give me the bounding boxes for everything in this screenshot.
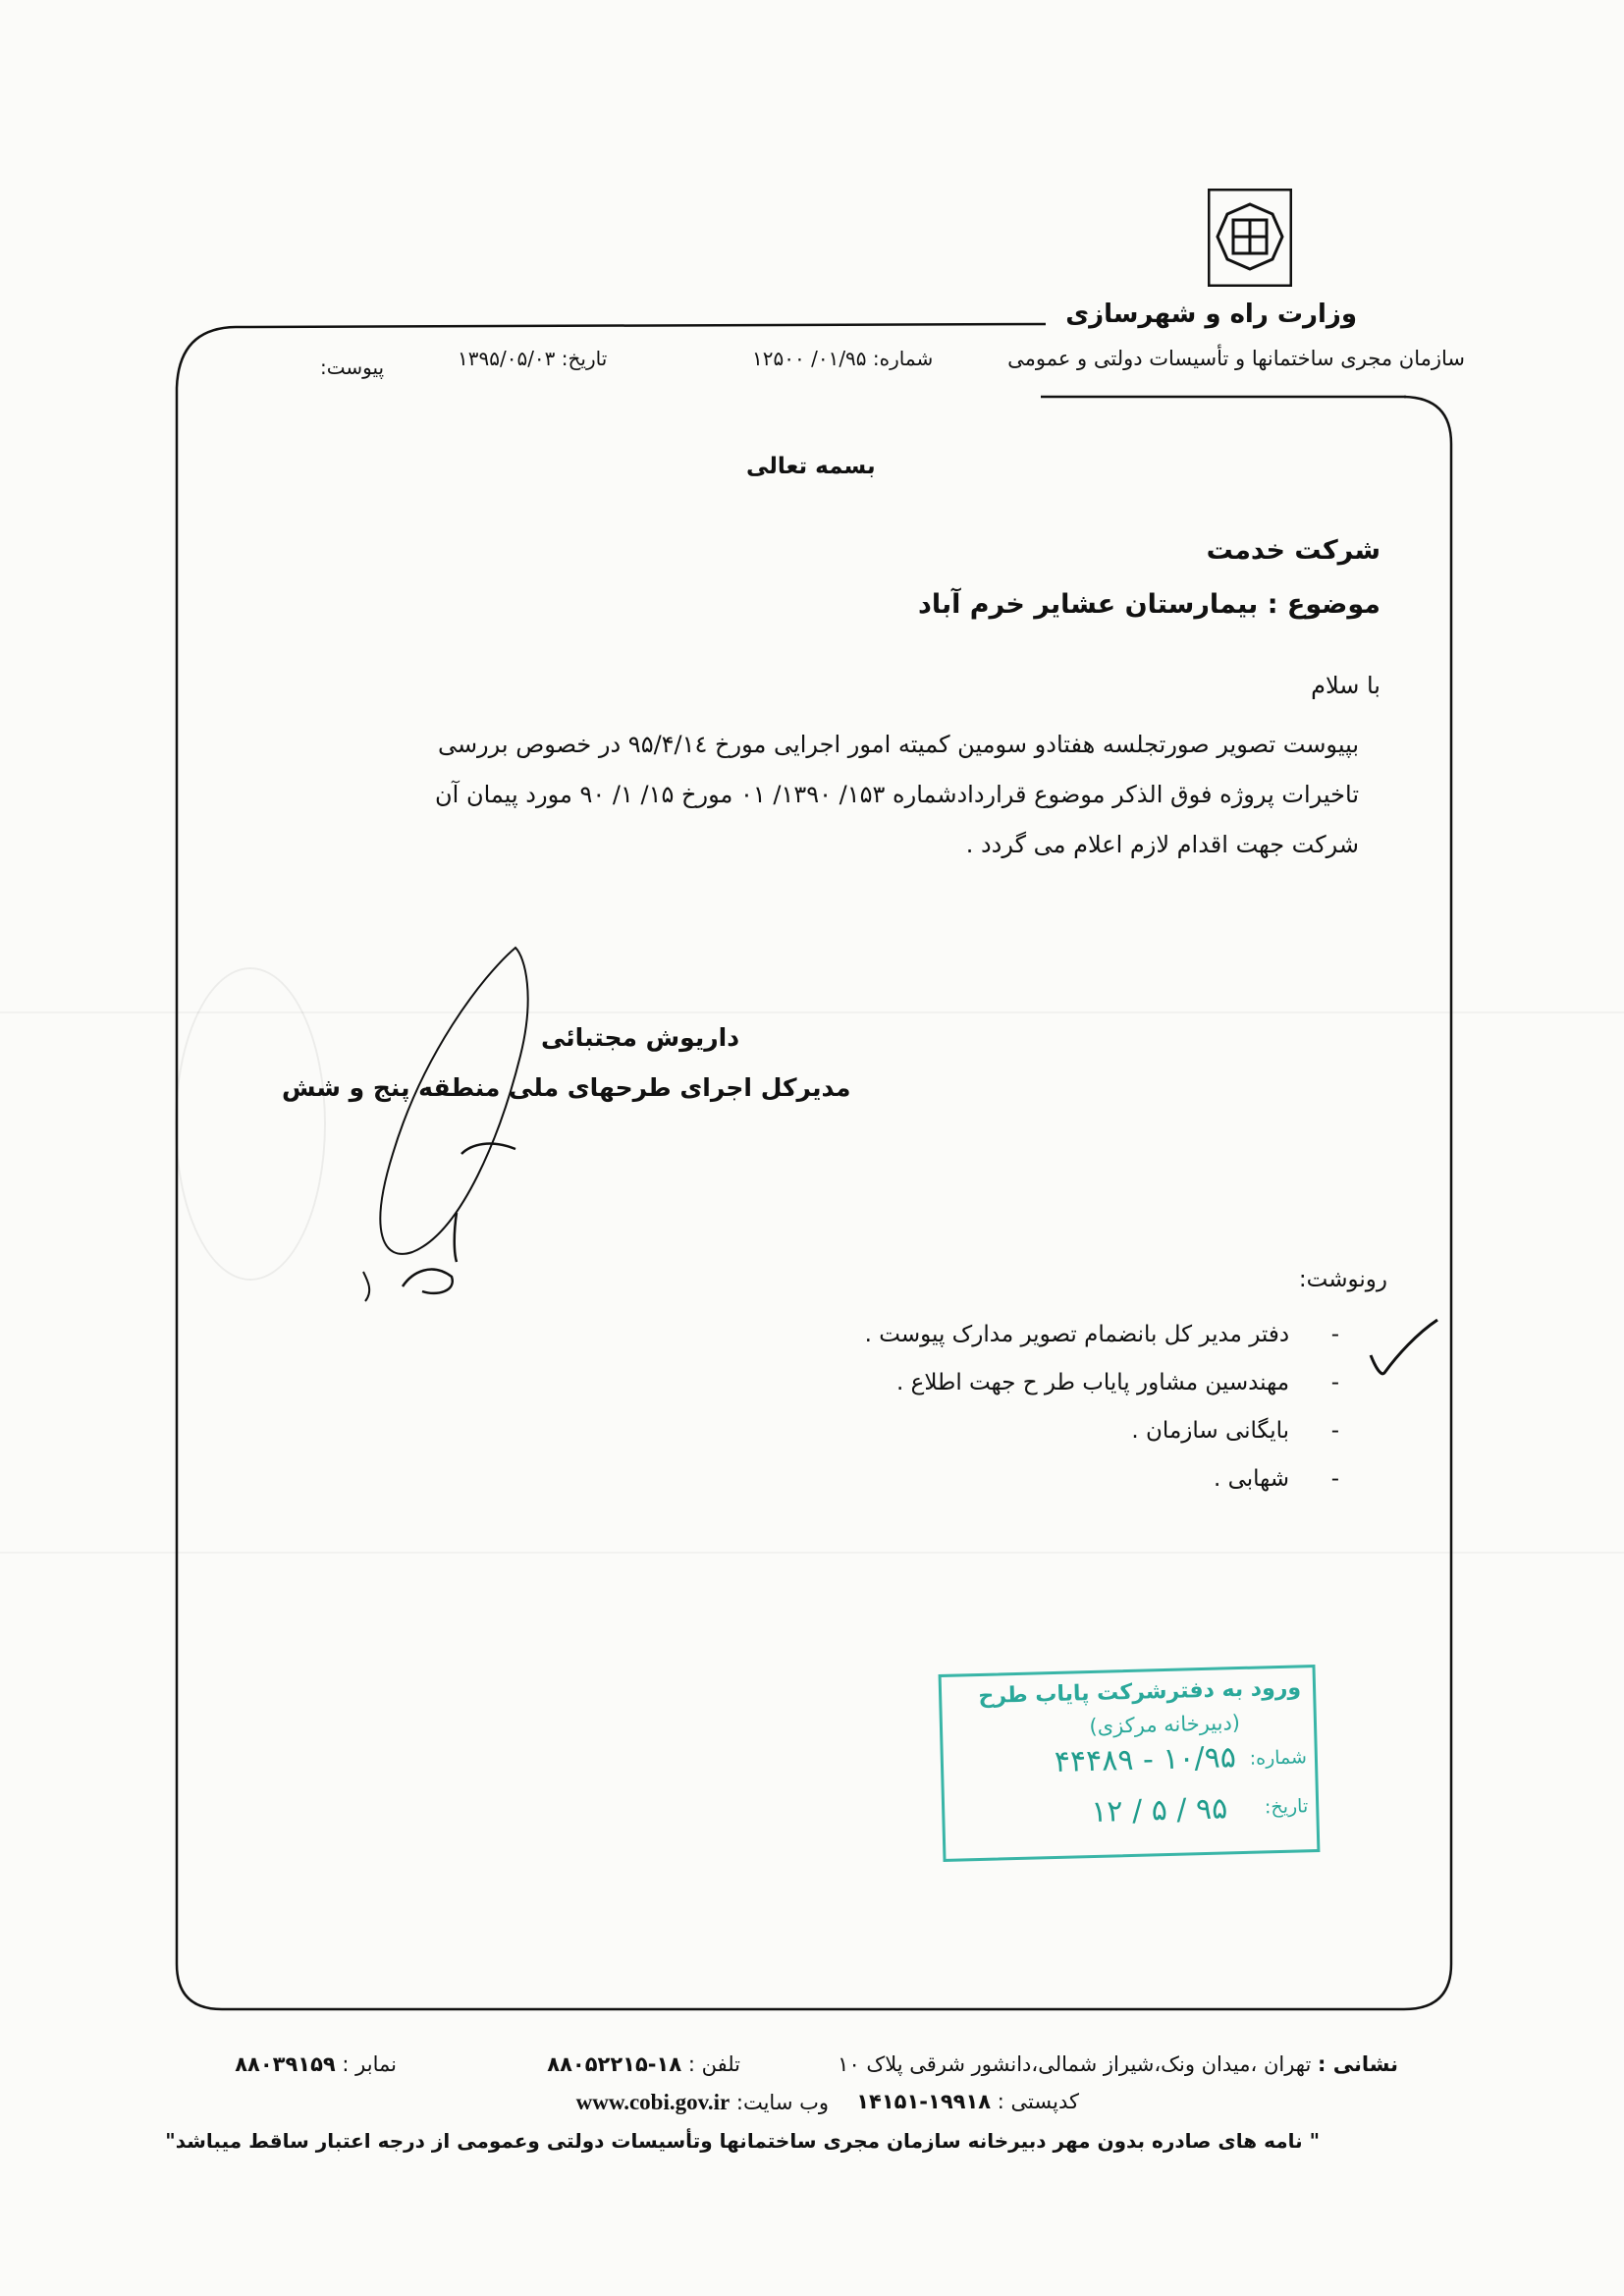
body-line: شرکت جهت اقدام لازم اعلام می گردد . — [965, 831, 1359, 858]
cc-label: رونوشت: — [1298, 1267, 1387, 1292]
ministry-name: وزارت راه و شهرسازی — [1065, 300, 1357, 329]
cc-bullet: - — [1330, 1370, 1339, 1395]
fax-label: نمابر : — [342, 2052, 397, 2076]
signer-name: داریوش مجتبائی — [541, 1023, 740, 1052]
body-line: بپیوست تصویر صورتجلسه هفتادو سومین کمیته امور اجرایی مورخ ۹۵/۴/۱٤ در خصوص بررسی — [437, 731, 1359, 758]
date-label: تاریخ: — [561, 347, 608, 370]
signer-title: مدیرکل اجرای طرحهای ملی منطقه پنج و شش — [282, 1073, 851, 1102]
footer-website — [576, 2090, 829, 2115]
cc-text: شهابی . — [1213, 1466, 1290, 1492]
stamp-date-label: تاریخ: — [1264, 1795, 1309, 1819]
stamp-line1: ورود به دفترشرکت پایاب طرح — [978, 1675, 1302, 1709]
handwritten-signature — [344, 938, 540, 1311]
website-label: وب سایت: — [735, 2091, 829, 2114]
address-label: نشانی : — [1318, 2052, 1398, 2076]
embossed-seal — [175, 967, 326, 1281]
cc-item — [1131, 1418, 1339, 1444]
cc-text: دفتر مدیر کل بانضمام تصویر مدارک پیوست . — [864, 1322, 1290, 1347]
footer-fax — [235, 2052, 397, 2076]
cc-text: بایگانی سازمان . — [1131, 1418, 1290, 1444]
phone-label: تلفن : — [687, 2052, 740, 2076]
cc-item — [1214, 1466, 1339, 1492]
footer-notice: " نامه های صادره بدون مهر دبیرخانه سازمان مجری ساختمانها وتأسیسات دولتی وعمومی از درجه اعتبار ساقط میباشد" — [165, 2129, 1320, 2153]
number-row — [752, 347, 933, 370]
invocation: بسمه تعالی — [746, 454, 876, 479]
receipt-stamp — [939, 1665, 1321, 1862]
cc-bullet: - — [1330, 1418, 1339, 1444]
postal-value: ۱۹۹۱۸-۱۴۱۵۱ — [856, 2090, 992, 2113]
subject: موضوع : بیمارستان عشایر خرم آباد — [917, 589, 1380, 620]
cc-text: مهندسین مشاور پایاب طر ح جهت اطلاع . — [895, 1370, 1290, 1395]
address-value: تهران ،میدان ونک،شیراز شمالی،دانشور شرقی پلاک ۱۰ — [838, 2052, 1312, 2076]
fax-value: ۸۸۰۳۹۱۵۹ — [235, 2052, 336, 2076]
footer-phone — [547, 2052, 740, 2076]
checkmark-icon — [1363, 1316, 1441, 1385]
organization-name: سازمان مجری ساختمانها و تأسیسات دولتی و عمومی — [1007, 347, 1465, 370]
cc-item — [896, 1370, 1339, 1395]
date-value: ۱۳۹۵/۰۵/۰۳ — [458, 347, 556, 370]
phone-value: ۱۸-۸۸۰۵۲۲۱۵ — [547, 2052, 682, 2076]
postal-label: کدپستی : — [997, 2090, 1079, 2113]
body-line: تاخیرات پروژه فوق الذکر موضوع قراردادشماره ۱۵۳/ ۱۳۹۰/ ۰۱ مورخ ۱۵/ ۱/ ۹۰ مورد پیمان آن — [435, 781, 1359, 808]
recipient: شرکت خدمت — [1206, 535, 1380, 566]
number-value: ۰۱/۹۵/ ۱۲۵۰۰ — [752, 347, 867, 370]
greeting: با سلام — [1311, 672, 1380, 699]
website-link[interactable]: www.cobi.gov.ir — [575, 2090, 731, 2114]
date-row — [458, 347, 607, 370]
cc-item — [865, 1322, 1339, 1347]
stamp-date-value: ۹۵ / ۵ / ۱۲ — [1090, 1791, 1228, 1831]
cc-bullet: - — [1330, 1466, 1339, 1492]
cc-bullet: - — [1330, 1322, 1339, 1347]
footer-postal — [856, 2090, 1079, 2113]
attachment-label: پیوست: — [320, 355, 385, 379]
footer-address — [838, 2052, 1398, 2076]
stamp-number-label: شماره: — [1249, 1746, 1308, 1770]
letter-body — [377, 720, 1359, 870]
number-label: شماره: — [872, 347, 934, 370]
stamp-line2: (دبیرخانه مرکزی) — [1089, 1711, 1241, 1739]
stamp-number-value: ۱۰/۹۵ - ۴۴۴۸۹ — [1054, 1740, 1237, 1779]
